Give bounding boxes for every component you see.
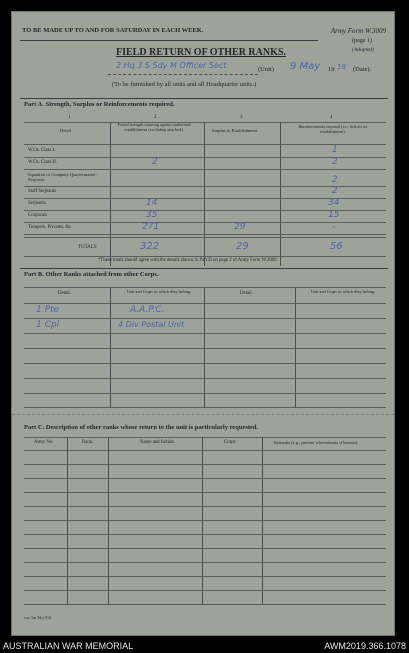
table-rule (24, 407, 386, 408)
col-number: 4 (330, 115, 333, 120)
page-number: (page 1) (352, 38, 372, 44)
archive-name: AUSTRALIAN WAR MEMORIAL (3, 641, 134, 651)
table-rule (24, 333, 386, 334)
col-divider (204, 122, 205, 266)
attached-unit: A.A.P.C. (130, 305, 165, 315)
col-header-posted: Posted strength counting against authorized establishment (excluding attached). (117, 122, 191, 132)
total-surplus: 29 (236, 241, 249, 252)
col-divider (262, 437, 263, 605)
unit-line (108, 74, 258, 75)
row-reinf: 2 (332, 175, 338, 185)
row-reinf: 1 (332, 145, 338, 155)
attached-detail: 1 Cpl (36, 320, 60, 330)
furnish-note: (To be furnished by all units and all Headquarter units.) (112, 81, 257, 88)
part-a-heading: Part A. Strength, Surplus or Reinforcements required. (24, 101, 175, 108)
col-header-reinf: Reinforcements required (i.e., deficits on establishment). (298, 124, 368, 134)
row-surplus: 29 (234, 222, 246, 232)
col-divider (108, 437, 109, 605)
header-divider (20, 40, 318, 41)
table-rule (24, 437, 386, 438)
col-header-rank: Rank. (82, 440, 94, 445)
printer-mark: s.w. 5m 5th (3/4) (24, 615, 52, 620)
totals-note: *These totals should agree with the details shown in Part D on page 2 of Army Form W.3009. (98, 258, 278, 263)
table-rule (24, 576, 386, 577)
col-divider (280, 122, 281, 266)
form-title: FIELD RETURN OF OTHER RANKS. (116, 47, 286, 58)
row-reinf: 2 (332, 157, 338, 167)
row-posted: 35 (146, 210, 158, 220)
col-header-detail-2: Detail. (240, 291, 253, 296)
part-a-top-rule (20, 98, 388, 99)
col-header-unit-2: Unit and Corps to which they belong. (310, 289, 376, 294)
army-form-number: Army Form W.3009 (330, 27, 386, 35)
table-rule (24, 548, 386, 549)
row-label: W.Os. Class II. (28, 160, 58, 165)
adopted-label: (Adopted) (352, 47, 374, 53)
form-page (11, 11, 395, 636)
col-divider (110, 122, 111, 266)
table-rule (24, 562, 386, 563)
part-b-heading: Part B. Other Ranks attached from other Corps. (24, 271, 159, 278)
totals-label: TOTALS (78, 245, 97, 250)
year-prefix: 19 (328, 66, 335, 73)
row-reinf: 2 (332, 186, 338, 196)
table-rule (24, 534, 386, 535)
row-reinf: 15 (328, 210, 340, 220)
perforation-line (12, 414, 394, 415)
col-number: 3 (240, 115, 243, 120)
col-divider (204, 287, 205, 407)
year-handwritten: 18 (337, 63, 346, 71)
col-divider (202, 437, 203, 605)
table-rule (24, 520, 386, 521)
col-header-remarks: Remarks (e.g., present whereabouts if known). (274, 440, 359, 445)
part-c-heading: Part C. Description of other ranks whose return to the unit is particularly requested. (24, 424, 259, 431)
row-label: Squadron or Company Quartermaster-Serjeants (28, 172, 98, 183)
date-label: (Date). (353, 66, 372, 73)
col-header-army-no: Army No. (34, 440, 54, 445)
top-note: TO BE MADE UP TO AND FOR SATURDAY IN EACH WEEK. (22, 27, 204, 34)
table-rule (24, 478, 386, 479)
row-posted: 271 (142, 222, 160, 232)
col-header-surplus: Surplus to Establishment. (212, 128, 259, 133)
date-handwritten: 9 May (290, 61, 321, 72)
table-rule (24, 393, 386, 394)
row-label: Staff Serjeants (28, 189, 57, 194)
row-label: Serjeants (28, 201, 46, 206)
table-rule (24, 234, 386, 235)
unit-handwritten: 2 Hq 3 S Sdy M Officer Sect (116, 61, 227, 70)
row-label: Corporals (28, 213, 47, 218)
row-reinf: - (332, 222, 336, 232)
table-rule (24, 169, 386, 170)
table-rule (24, 303, 386, 304)
table-rule (24, 464, 386, 465)
row-label: Troopers, Privates, &c. (28, 225, 73, 230)
col-divider (67, 437, 68, 605)
col-header-detail: Detail. (60, 128, 73, 133)
row-posted: 2 (152, 157, 158, 167)
row-posted: 14 (146, 198, 158, 208)
table-rule (24, 604, 386, 605)
table-rule (24, 492, 386, 493)
table-rule (24, 450, 386, 451)
table-rule (24, 506, 386, 507)
col-divider (295, 287, 296, 407)
col-divider (110, 287, 111, 407)
col-number: 2 (154, 115, 157, 120)
col-header-unit: Unit and Corps to which they belong. (126, 289, 192, 294)
part-b-top-rule (20, 268, 388, 269)
row-label: W.Os. Class I. (28, 148, 56, 153)
archive-footer (0, 640, 409, 653)
table-rule (24, 378, 386, 379)
col-header-detail: Detail. (58, 291, 71, 296)
table-rule (24, 287, 386, 288)
table-rule (24, 363, 386, 364)
archive-reference: AWM2019.366.1078 (324, 641, 406, 651)
table-rule (24, 237, 386, 238)
table-rule (24, 122, 386, 123)
attached-detail: 1 Pte (36, 305, 60, 315)
col-header-name: Name and Initials. (140, 440, 176, 445)
row-reinf: 34 (328, 198, 340, 208)
attached-unit: 4 Div Postal Unit (118, 320, 185, 329)
total-reinf: 56 (330, 241, 343, 252)
unit-label: (Unit) (258, 66, 274, 73)
table-rule (24, 348, 386, 349)
table-rule (24, 256, 386, 257)
col-header-corps: Corps. (224, 440, 237, 445)
table-rule (24, 318, 386, 319)
total-posted: 322 (140, 241, 160, 252)
table-rule (24, 590, 386, 591)
col-number: 1 (68, 115, 71, 120)
